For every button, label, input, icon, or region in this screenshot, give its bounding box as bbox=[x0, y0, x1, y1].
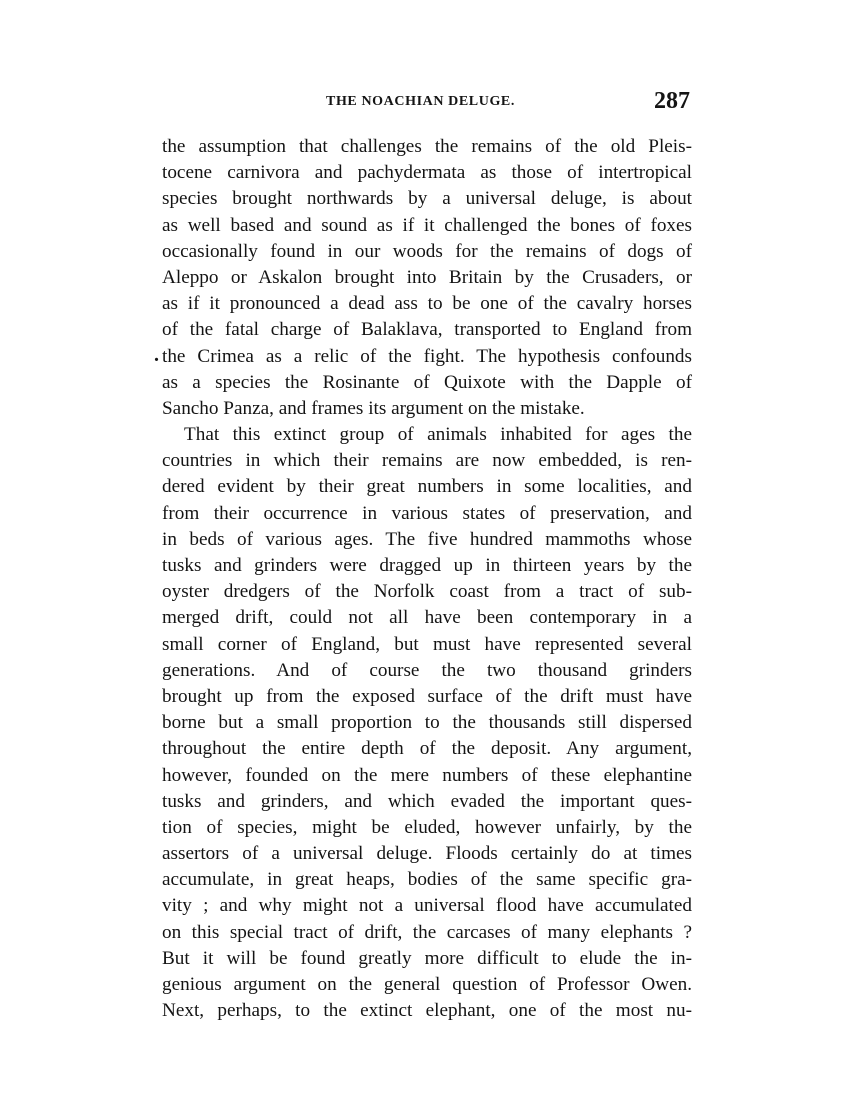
text-line: occasionally found in our woods for the remains of dogs of bbox=[162, 240, 692, 262]
text-line: brought up from the exposed surface of the drift must have bbox=[162, 685, 692, 707]
text-line: That this extinct group of animals inhabited for ages the bbox=[184, 424, 692, 446]
text-line: oyster dredgers of the Norfolk coast from a tract of sub- bbox=[162, 581, 692, 603]
text-line: accumulate, in great heaps, bodies of the same specific gra- bbox=[162, 869, 692, 891]
text-line: the assumption that challenges the remains of the old Pleis- bbox=[162, 136, 692, 157]
text-line: genious argument on the general question of Professor Owen. bbox=[162, 974, 692, 995]
text-line: generations. And of course the two thousand grinders bbox=[162, 659, 692, 681]
text-line: tion of species, might be eluded, however unfairly, by the bbox=[162, 816, 692, 838]
text-line: tusks and grinders, and which evaded the important ques- bbox=[162, 790, 692, 812]
text-line: countries in which their remains are now embedded, is ren- bbox=[162, 450, 692, 472]
text-line: throughout the entire depth of the deposit. Any argument, bbox=[162, 738, 692, 760]
text-line: on this special tract of drift, the carcases of many elephants ? bbox=[162, 921, 692, 943]
text-line: as a species the Rosinante of Quixote with the Dapple of bbox=[162, 371, 692, 393]
running-header bbox=[160, 88, 690, 118]
text-line: merged drift, could not all have been contemporary in a bbox=[162, 607, 692, 629]
page-number: 287 bbox=[654, 88, 690, 114]
text-line: Aleppo or Askalon brought into Britain by the Crusaders, or bbox=[162, 266, 692, 288]
text-line: small corner of England, but must have represented several bbox=[162, 633, 692, 655]
text-line: tusks and grinders were dragged up in thirteen years by the bbox=[162, 555, 692, 576]
text-line: as well based and sound as if it challenged the bones of foxes bbox=[162, 214, 692, 236]
text-line: Next, perhaps, to the extinct elephant, one of the most nu- bbox=[162, 1000, 692, 1022]
text-line: species brought northwards by a universal deluge, is about bbox=[162, 188, 692, 210]
text-line: But it will be found greatly more difficult to elude the in- bbox=[162, 947, 692, 969]
text-line: assertors of a universal deluge. Floods certainly do at times bbox=[162, 843, 692, 865]
text-line: vity ; and why might not a universal flood have accumulated bbox=[162, 895, 692, 917]
text-line: the Crimea as a relic of the fight. The hypothesis confounds bbox=[162, 345, 692, 367]
text-line: borne but a small proportion to the thousands still dispersed bbox=[162, 712, 692, 734]
margin-mark: . bbox=[154, 344, 159, 366]
text-line: dered evident by their great numbers in some localities, and bbox=[162, 476, 692, 498]
text-line: of the fatal charge of Balaklava, transported to England from bbox=[162, 319, 692, 341]
text-line: as if it pronounced a dead ass to be one of the cavalry horses bbox=[162, 293, 692, 315]
text-line: Sancho Panza, and frames its argument on the mistake. bbox=[162, 397, 585, 419]
text-line: from their occurrence in various states of preservation, and bbox=[162, 502, 692, 524]
body-text bbox=[162, 134, 692, 1024]
text-line: in beds of various ages. The five hundred mammoths whose bbox=[162, 528, 692, 550]
text-line: however, founded on the mere numbers of these elephantine bbox=[162, 764, 692, 786]
text-line: tocene carnivora and pachydermata as those of intertropical bbox=[162, 162, 692, 184]
running-title: THE NOACHIAN DELUGE. bbox=[326, 94, 515, 109]
